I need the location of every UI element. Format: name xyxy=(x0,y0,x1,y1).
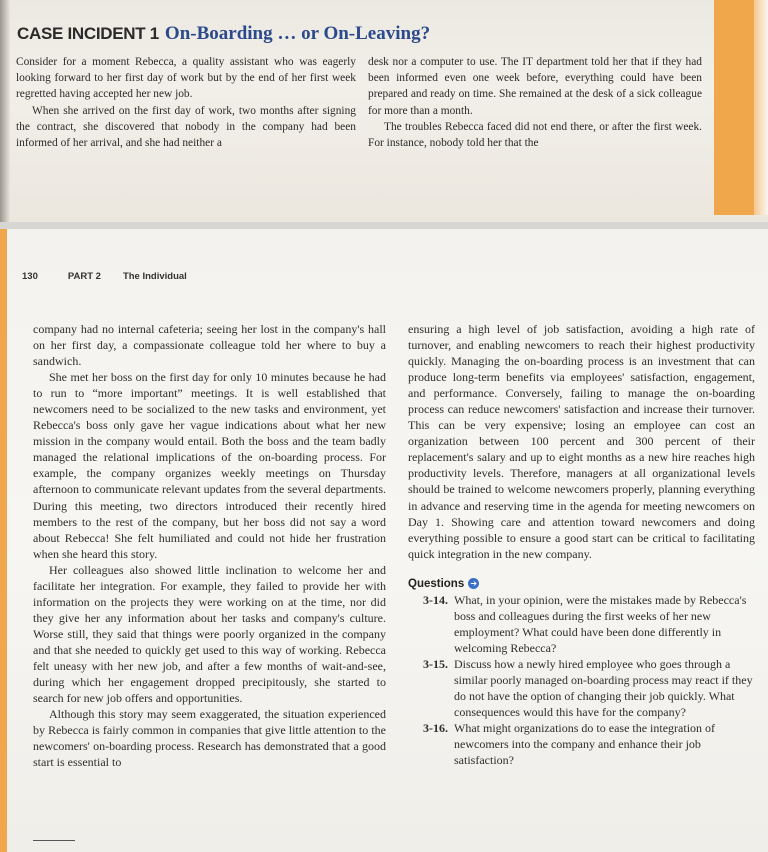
question-number: 3-16. xyxy=(423,721,448,736)
paragraph: desk nor a computer to use. The IT department told her that if they had been informed even one week before, everything could have been prepared and ready on time. She remained at the desk of a sick colleague for more than a month. xyxy=(368,56,702,117)
top-right-column xyxy=(368,54,702,151)
paragraph: ensuring a high level of job satisfaction, avoiding a high rate of turnover, and enabling newcomers to reach their highest productivity quickly. Managing the on-boarding process is an investment that can produce long-term benefits via employees' satisfaction, engagement, and performance. Conversely, failing to manage the on-boarding process can reduce newcomers' satisfaction and increase their turnover. This can be very expensive; losing an employee can cost an organization between 100 percent and 300 percent of their replacement's salary and up to eight months as a new hire reaches high productivity levels. Therefore, managers at all organizational levels should be trained to welcome newcomers properly, planning everything in advance and reserving time in the agenda for meeting newcomers on Day 1. Showing care and attention toward newcomers and doing everything possible to ensure a good start can be critical to facilitating quick integration in the new company. xyxy=(408,322,755,561)
paragraph: Although this story may seem exaggerated, the situation experienced by Rebecca is fairly common in companies that give little attention to the newcomers' on-boarding process. Research has demonstrated that a good start is essential to xyxy=(33,707,386,770)
question-text: Discuss how a newly hired employee who goes through a similar poorly managed on-boarding process may react if they do not have the option of changing their job quickly. What consequences would this have for the company? xyxy=(454,656,753,720)
paragraph: Her colleagues also showed little inclination to welcome her and facilitate her integration. For example, they failed to provide her with information on the projects they were working on at the time, nor did they give her any information about her tasks and company's culture. Worse still, they said that things were poorly organized in the company and that she needed to quickly get used to this way of working. Rebecca felt uneasy with her new job, and after a few months of wait-and-see, during which her engagement dropped precipitously, she started to search for new job offers and opportunities. xyxy=(33,562,386,706)
top-left-column xyxy=(16,54,356,151)
page-shadow xyxy=(0,0,10,222)
case-incident-title xyxy=(17,23,430,45)
case-name: On-Boarding … or On-Leaving? xyxy=(164,23,431,44)
question-item xyxy=(408,720,755,768)
paragraph: She met her boss on the first day for only 10 minutes because he had to run to “more important” meetings. It is well established that newcomers need to be socialized to the new tasks and environment, yet Rebecca's boss only gave her vague indications about what her new mission in the company would entail. Both the boss and the team badly managed the relational implications of the on-boarding process. For example, the company organizes weekly meetings on Thursday afternoon to communicate relevant updates from the several departments. During this meeting, two directors introduced their recently hired members to the rest of the company, but her boss did not say a word about Rebecca! She felt humiliated and could not hide her frustration when she heard this story. xyxy=(33,370,386,561)
page-edge xyxy=(754,0,768,215)
part-label: PART 2 xyxy=(67,271,101,282)
question-text: What might organizations do to ease the integration of newcomers into the company and enhance their job satisfaction? xyxy=(454,721,716,768)
running-header xyxy=(22,271,187,282)
question-item xyxy=(408,592,755,656)
questions-label: Questions xyxy=(408,577,465,590)
question-item xyxy=(408,656,755,720)
case-label: CASE INCIDENT 1 xyxy=(17,24,159,43)
arrow-circle-icon[interactable]: ➔ xyxy=(468,578,479,589)
bottom-left-column xyxy=(33,321,386,770)
questions-heading xyxy=(408,576,755,592)
orange-page-tab xyxy=(0,229,7,852)
paragraph: Consider for a moment Rebecca, a quality assistant who was eagerly looking forward to her first day of work but by the end of her first week regretted having accepted her new job. xyxy=(16,56,356,101)
page-number: 130 xyxy=(22,271,38,282)
bottom-right-column xyxy=(408,321,755,768)
orange-page-tab xyxy=(714,0,754,215)
paragraph: The troubles Rebecca faced did not end there, or after the first week. For instance, nobody told her that the xyxy=(368,120,702,150)
question-number: 3-15. xyxy=(423,656,448,671)
paragraph: company had no internal cafeteria; seeing her lost in the company's hall on her first day, a compassionate colleague told her where to buy a sandwich. xyxy=(33,322,386,369)
question-number: 3-14. xyxy=(423,592,448,607)
paragraph: When she arrived on the first day of work, two months after signing the contract, she discovered that nobody in the company had been informed of her arrival, and she had neither a xyxy=(16,104,356,150)
section-title: The Individual xyxy=(122,271,187,282)
footnote-rule xyxy=(33,840,75,841)
question-text: What, in your opinion, were the mistakes made by Rebecca's boss and colleagues during the first weeks of her new employment? What could have been done differently in welcoming Rebecca? xyxy=(454,592,747,655)
